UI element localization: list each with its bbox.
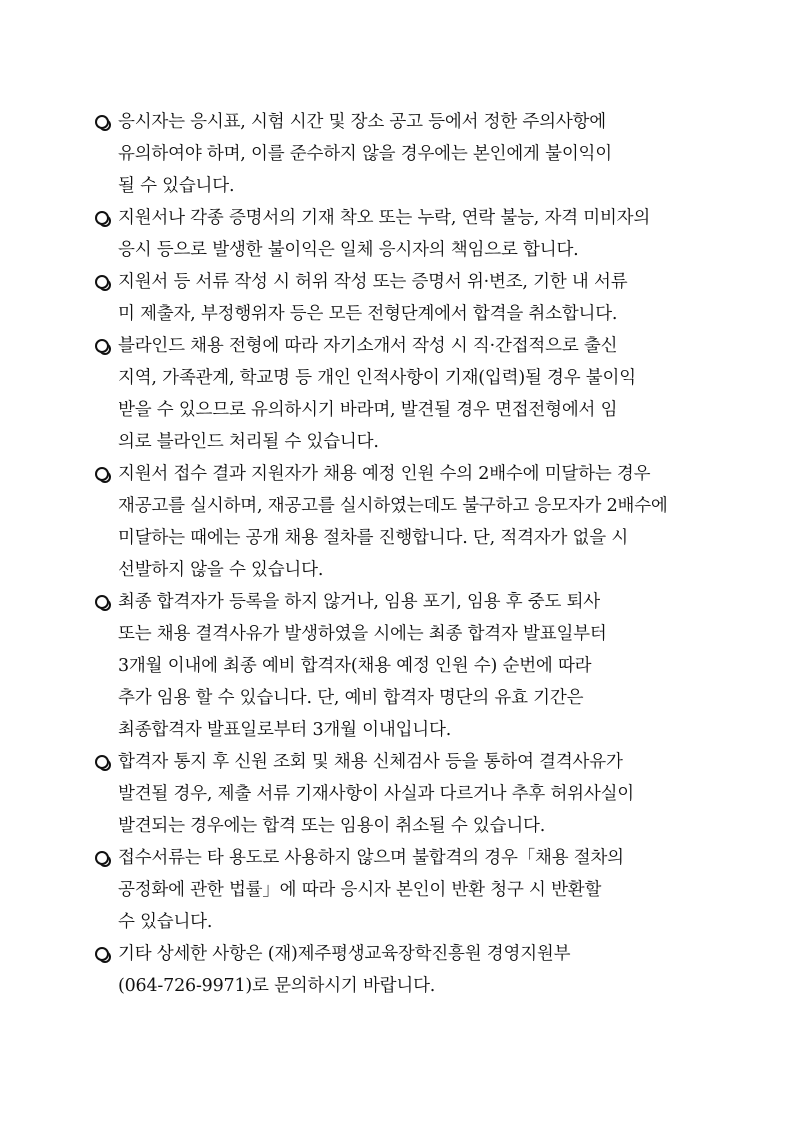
hollow-circle-bullet-icon bbox=[95, 851, 109, 865]
notice-line: 발견되는 경우에는 합격 또는 임용이 취소될 수 있습니다. bbox=[118, 816, 546, 836]
notice-item bbox=[92, 266, 720, 330]
notice-line: 블라인드 채용 전형에 따라 자기소개서 작성 시 직·간접적으로 출신 bbox=[118, 336, 618, 356]
notice-line: 공정화에 관한 법률」에 따라 응시자 본인이 반환 청구 시 반환할 bbox=[118, 880, 602, 900]
notice-line: 될 수 있습니다. bbox=[118, 176, 235, 196]
hollow-circle-bullet-icon bbox=[95, 595, 109, 609]
notice-item bbox=[92, 938, 720, 1002]
notice-line: 최종 합격자가 등록을 하지 않거나, 임용 포기, 임용 후 중도 퇴사 bbox=[118, 592, 600, 612]
hollow-circle-bullet-icon bbox=[95, 115, 109, 129]
notice-text bbox=[118, 202, 720, 266]
hollow-circle-bullet-icon bbox=[95, 755, 109, 769]
notice-text bbox=[118, 842, 720, 938]
notice-line: 수 있습니다. bbox=[118, 912, 213, 932]
hollow-circle-bullet-icon bbox=[95, 211, 109, 225]
notice-line: 또는 채용 결격사유가 발생하였을 시에는 최종 합격자 발표일부터 bbox=[118, 624, 607, 644]
notice-line: 응시자는 응시표, 시험 시간 및 장소 공고 등에서 정한 주의사항에 bbox=[118, 112, 606, 132]
notice-text bbox=[118, 266, 720, 330]
notice-item bbox=[92, 202, 720, 266]
notice-item bbox=[92, 586, 720, 746]
hollow-circle-bullet-icon bbox=[95, 467, 109, 481]
hollow-circle-bullet-icon bbox=[95, 947, 109, 961]
notice-text bbox=[118, 330, 720, 458]
notice-item bbox=[92, 842, 720, 938]
notice-line: 재공고를 실시하며, 재공고를 실시하였는데도 불구하고 응모자가 2배수에 bbox=[118, 496, 668, 516]
notice-line: 미 제출자, 부정행위자 등은 모든 전형단계에서 합격을 취소합니다. bbox=[118, 304, 618, 324]
notice-text bbox=[118, 586, 720, 746]
notice-line: 접수서류는 타 용도로 사용하지 않으며 불합격의 경우「채용 절차의 bbox=[118, 848, 624, 868]
notice-line: 응시 등으로 발생한 불이익은 일체 응시자의 책임으로 합니다. bbox=[118, 240, 579, 260]
notice-item bbox=[92, 330, 720, 458]
notice-text bbox=[118, 106, 720, 202]
notice-line: 지역, 가족관계, 학교명 등 개인 인적사항이 기재(입력)될 경우 불이익 bbox=[118, 368, 636, 388]
notice-text bbox=[118, 746, 720, 842]
hollow-circle-bullet-icon bbox=[95, 339, 109, 353]
notice-line: 최종합격자 발표일로부터 3개월 이내입니다. bbox=[118, 720, 452, 740]
notice-text bbox=[118, 458, 720, 586]
notice-item bbox=[92, 458, 720, 586]
notice-text bbox=[118, 938, 720, 1002]
notice-line: (064-726-9971)로 문의하시기 바랍니다. bbox=[118, 976, 436, 996]
notice-line: 유의하여야 하며, 이를 준수하지 않을 경우에는 본인에게 불이익이 bbox=[118, 144, 612, 164]
notice-line: 받을 수 있으므로 유의하시기 바라며, 발견될 경우 면접전형에서 임 bbox=[118, 400, 618, 420]
notice-line: 추가 임용 할 수 있습니다. 단, 예비 합격자 명단의 유효 기간은 bbox=[118, 688, 584, 708]
notice-line: 의로 블라인드 처리될 수 있습니다. bbox=[118, 432, 379, 452]
notice-line: 지원서나 각종 증명서의 기재 착오 또는 누락, 연락 불능, 자격 미비자의 bbox=[118, 208, 651, 228]
notice-line: 합격자 통지 후 신원 조회 및 채용 신체검사 등을 통하여 결격사유가 bbox=[118, 752, 623, 772]
notice-item bbox=[92, 106, 720, 202]
notice-line: 미달하는 때에는 공개 채용 절차를 진행합니다. 단, 적격자가 없을 시 bbox=[118, 528, 629, 548]
notice-line: 기타 상세한 사항은 (재)제주평생교육장학진흥원 경영지원부 bbox=[118, 944, 571, 964]
notice-line: 3개월 이내에 최종 예비 합격자(채용 예정 인원 수) 순번에 따라 bbox=[118, 656, 592, 676]
notice-line: 지원서 접수 결과 지원자가 채용 예정 인원 수의 2배수에 미달하는 경우 bbox=[118, 464, 651, 484]
notice-line: 발견될 경우, 제출 서류 기재사항이 사실과 다르거나 추후 허위사실이 bbox=[118, 784, 635, 804]
notice-list bbox=[92, 106, 720, 1002]
notice-line: 지원서 등 서류 작성 시 허위 작성 또는 증명서 위·변조, 기한 내 서류 bbox=[118, 272, 628, 292]
notice-item bbox=[92, 746, 720, 842]
notice-line: 선발하지 않을 수 있습니다. bbox=[118, 560, 324, 580]
hollow-circle-bullet-icon bbox=[95, 275, 109, 289]
